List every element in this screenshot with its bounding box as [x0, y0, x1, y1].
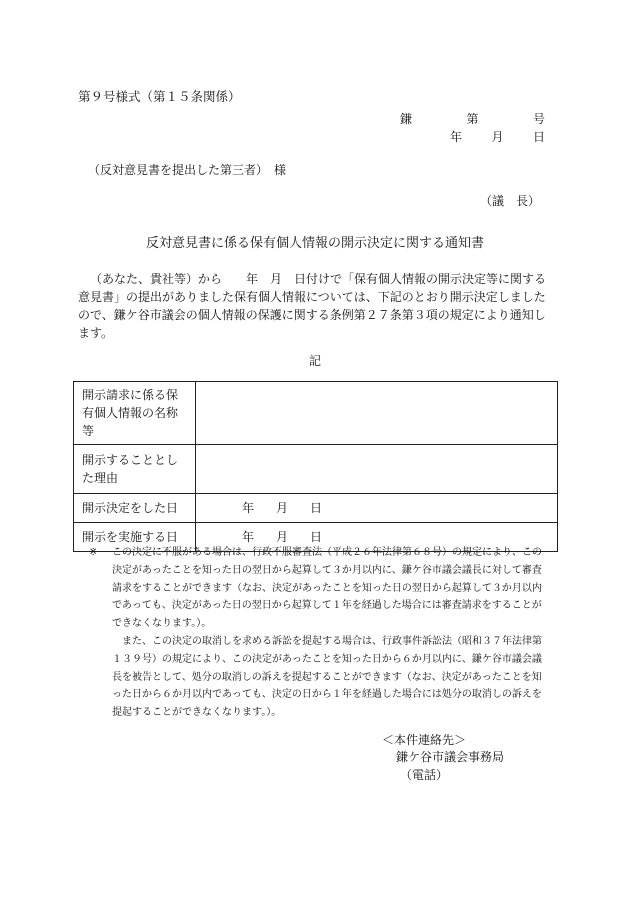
- document-title: 反対意見書に係る保有個人情報の開示決定に関する通知書: [145, 236, 484, 251]
- decision-date: [204, 499, 549, 517]
- note-paragraph-appeal: この決定に不服がある場合は、行政不服審査法（平成２６年法律第６８号）の規定により、この決定があったことを知った日の翌日から起算して３か月以内に、鎌ケ谷市議会議長に対して審査請求をすることができます（なお、決定があったことを知った日の翌日から起算して３か月以内であっても、決定があった日の翌日から起算して１年を経過した場合には審査請求をすることができなくなります。）。: [112, 547, 542, 630]
- detail-table: [73, 381, 558, 552]
- document-number: [400, 110, 545, 129]
- table-row: [74, 382, 558, 445]
- issue-date: [450, 128, 545, 147]
- body-text: [78, 270, 548, 342]
- contact-block: [382, 732, 504, 784]
- contact-phone: （電話）: [400, 767, 449, 782]
- doc-number-dai: 第: [466, 112, 479, 126]
- date-day: 日: [532, 130, 545, 144]
- addressee: （反対意見書を提出した第三者） 様: [88, 163, 287, 177]
- date-month: 月: [276, 501, 289, 515]
- table-row: [74, 494, 558, 523]
- doc-number-go: 号: [532, 112, 545, 126]
- sender: （議 長）: [480, 194, 541, 208]
- row-value: [196, 445, 558, 494]
- date-year: 年: [450, 130, 463, 144]
- row-value: [196, 382, 558, 445]
- ki-heading: 記: [308, 354, 321, 368]
- date-year: 年: [242, 530, 255, 544]
- date-day: 日: [310, 501, 323, 515]
- note-paragraph-lawsuit: また、この決定の取消しを求める訴訟を提起する場合は、行政事件訴訟法（昭和３７年法律第１３９号）の規定により、この決定があったことを知った日から６か月以内に、鎌ケ谷市議会議長を被告として、処分の取消しの訴えを提起することができます（なお、決定があったことを知った日から６か月以内であっても、決定の日から１年を経過した場合には処分の取消しの訴えを提起することができなくなります。）。: [112, 635, 542, 719]
- note-mark: ※: [89, 547, 98, 558]
- appeal-note: [90, 544, 545, 722]
- contact-heading: ＜本件連絡先＞: [382, 733, 467, 747]
- doc-number-prefix: 鎌: [400, 112, 413, 126]
- row-label: 開示決定をした日: [74, 494, 196, 523]
- row-label: 開示請求に係る保有個人情報の名称等: [74, 382, 196, 445]
- body-paragraph: （あなた、貴社等）から 年 月 日付けで「保有個人情報の開示決定等に関する意見書」の提出がありました保有個人情報については、下記のとおり開示決定しましたので、鎌ケ谷市議会の個人情報の保護に関する条例第２７条第３項の規定により通知します。: [78, 272, 547, 340]
- date-month: 月: [491, 130, 504, 144]
- contact-office: 鎌ケ谷市議会事務局: [396, 750, 505, 765]
- row-value: [196, 494, 558, 523]
- row-label: 開示することとした理由: [74, 445, 196, 494]
- date-month: 月: [276, 530, 289, 544]
- row-label: 開示を実施する日: [74, 523, 196, 552]
- date-year: 年: [242, 501, 255, 515]
- form-number: 第９号様式（第１５条関係）: [78, 89, 241, 104]
- table-row: [74, 445, 558, 494]
- date-day: 日: [310, 530, 323, 544]
